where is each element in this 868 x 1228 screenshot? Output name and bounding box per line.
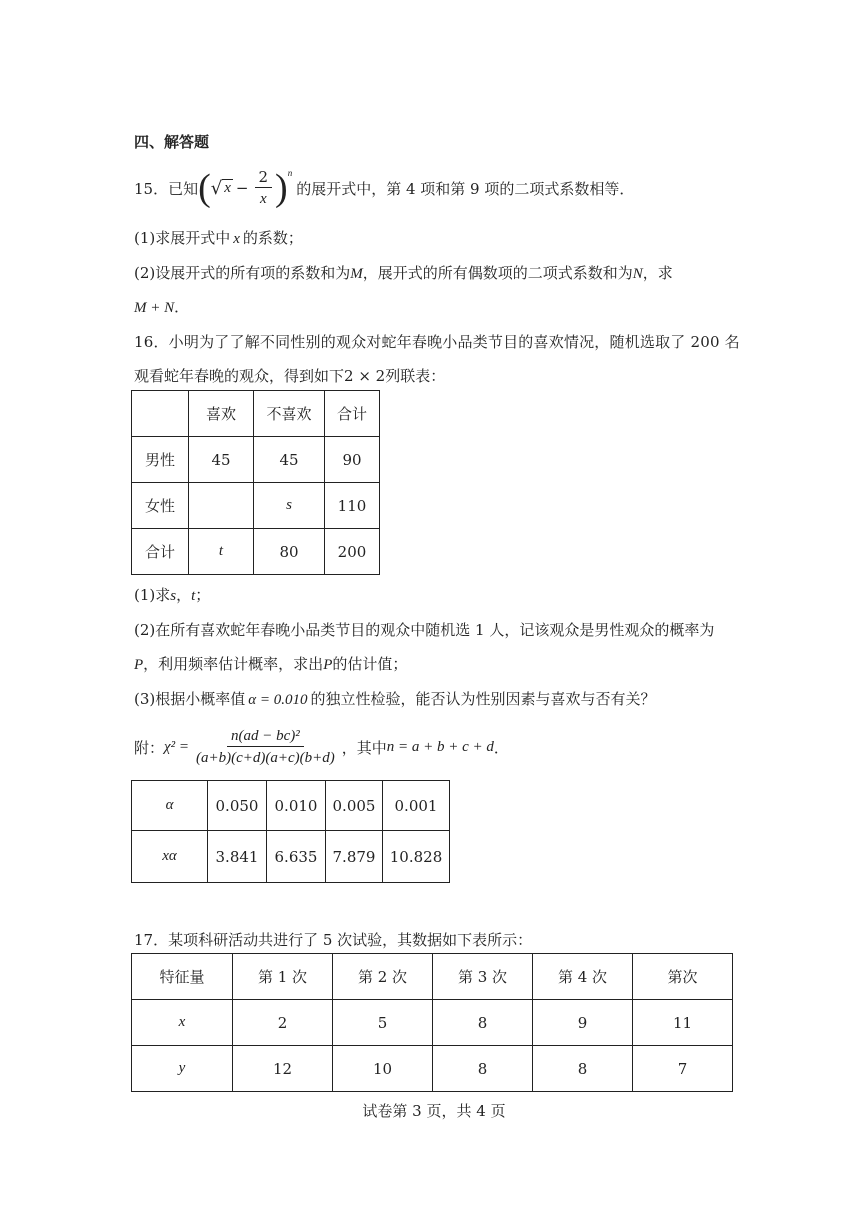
formula-fraction — [192, 726, 339, 769]
formula-numerator: n(ad − bc)² — [227, 726, 304, 747]
table-cell: α — [132, 781, 208, 831]
table-row — [132, 954, 733, 1000]
var-P: P — [323, 657, 333, 673]
minus-sign: − — [235, 179, 249, 197]
q15-fraction — [255, 167, 273, 210]
table-cell: 110 — [325, 483, 380, 529]
table-cell: 10.828 — [383, 831, 450, 883]
table-row — [132, 529, 380, 575]
table-cell: 8 — [533, 1046, 633, 1092]
table-row — [132, 1046, 733, 1092]
q16-part1-end: ； — [195, 586, 211, 604]
table-cell: 45 — [189, 437, 254, 483]
var-s: s — [170, 588, 177, 604]
experiment-table — [131, 953, 733, 1092]
q15-stem — [134, 166, 634, 210]
q15-part1-text: (1)求展开式中 — [134, 229, 231, 247]
q16-line2a: 观看蛇年春晚的观众，得到如下 — [134, 367, 345, 385]
table-cell: 特征量 — [132, 954, 233, 1000]
table-cell: 0.005 — [326, 781, 383, 831]
expr-M-plus-N: M + N — [134, 300, 175, 316]
table-cell: 45 — [254, 437, 325, 483]
q16-line2b: 列联表： — [385, 367, 446, 385]
table-cell — [189, 483, 254, 529]
table-cell: y — [132, 1046, 233, 1092]
q16-part2-text: ，利用频率估计概率，求出 — [143, 655, 324, 673]
q16-part2-line1: (2)在所有喜欢蛇年春晚小品类节目的观众中随机选 1 人，记该观众是男性观众的概率为 — [134, 621, 715, 639]
table-cell: 200 — [325, 529, 380, 575]
section-title: 四、解答题 — [134, 133, 210, 151]
table-row — [132, 781, 450, 831]
table-row — [132, 391, 380, 437]
contingency-table — [131, 390, 380, 575]
table-cell: 女性 — [132, 483, 189, 529]
var-P: P — [134, 657, 144, 673]
page-footer: 试卷第 3 页，共 4 页 — [362, 1102, 506, 1120]
q16-part2-line2 — [134, 653, 407, 674]
q15-part2-mid: ，展开式的所有偶数项的二项式系数和为 — [362, 264, 633, 282]
right-paren: ) — [275, 167, 288, 209]
critical-value-table — [131, 780, 450, 883]
sqrt-radicand: x — [224, 180, 231, 196]
table-cell: t — [189, 529, 254, 575]
table-row — [132, 437, 380, 483]
table-cell: 6.635 — [267, 831, 326, 883]
table-cell: 第 4 次 — [533, 954, 633, 1000]
q15-part1 — [134, 227, 303, 248]
var-t: t — [191, 588, 196, 604]
table-cell: 10 — [333, 1046, 433, 1092]
table-cell: 喜欢 — [189, 391, 254, 437]
table-cell: 0.001 — [383, 781, 450, 831]
table-row — [132, 831, 450, 883]
period: ． — [493, 738, 509, 757]
table-cell: 合计 — [325, 391, 380, 437]
table-cell: 8 — [433, 1046, 533, 1092]
table-cell: 80 — [254, 529, 325, 575]
q16-table-size: 2 × 2 — [344, 367, 386, 385]
table-cell: 合计 — [132, 529, 189, 575]
table-cell: 7.879 — [326, 831, 383, 883]
table-row — [132, 483, 380, 529]
fraction-numerator: 2 — [255, 167, 273, 188]
formula-lhs: χ² = — [164, 738, 189, 755]
table-cell: s — [254, 483, 325, 529]
var-x: x — [233, 231, 240, 247]
formula-denominator: (a+b)(c+d)(a+c)(b+d) — [195, 749, 335, 766]
q15-rest: 的展开式中，第 4 项和第 9 项的二项式系数相等． — [296, 179, 635, 198]
q16-part3 — [134, 688, 656, 709]
q15-part2-cont — [134, 296, 189, 317]
q17-line1: 17．某项科研活动共进行了 5 次试验，其数据如下表所示： — [134, 931, 533, 949]
sqrt-expression — [211, 178, 233, 199]
chi-square-formula — [134, 722, 509, 772]
table-cell: 0.050 — [208, 781, 267, 831]
table-cell: x — [132, 1000, 233, 1046]
q16-part1-text: (1)求 — [134, 586, 171, 604]
q16-line2 — [134, 365, 445, 386]
q16-part1 — [134, 584, 210, 605]
table-cell: 7 — [633, 1046, 733, 1092]
table-cell: 8 — [433, 1000, 533, 1046]
q15-number: 15． — [134, 179, 169, 198]
table-cell: 2 — [233, 1000, 333, 1046]
table-row — [132, 1000, 733, 1046]
q15-part2-end: ，求 — [642, 264, 673, 282]
table-cell: 11 — [633, 1000, 733, 1046]
q15-part2 — [134, 262, 673, 283]
alpha-value: α = 0.010 — [248, 692, 308, 708]
table-cell: 不喜欢 — [254, 391, 325, 437]
sqrt-symbol: √ — [210, 177, 223, 199]
var-M: M — [350, 266, 363, 282]
table-cell: 90 — [325, 437, 380, 483]
table-cell: 第 3 次 — [433, 954, 533, 1000]
formula-n: n = a + b + c + d — [386, 738, 494, 755]
period: ． — [174, 298, 190, 316]
table-cell — [132, 391, 189, 437]
table-cell: 12 — [233, 1046, 333, 1092]
table-cell: 第次 — [633, 954, 733, 1000]
table-cell: 9 — [533, 1000, 633, 1046]
table-cell: 第 1 次 — [233, 954, 333, 1000]
fraction-denominator: x — [259, 190, 267, 207]
exponent-n: n — [287, 168, 293, 178]
table-cell: xα — [132, 831, 208, 883]
q16-part3-end: 的独立性检验，能否认为性别因素与喜欢与否有关？ — [310, 690, 656, 708]
table-cell: 第 2 次 — [333, 954, 433, 1000]
table-cell: 男性 — [132, 437, 189, 483]
q16-part3-text: (3)根据小概率值 — [134, 690, 246, 708]
var-N: N — [632, 266, 643, 282]
q15-part2-text: (2)设展开式的所有项的系数和为 — [134, 264, 351, 282]
q15-lead: 已知 — [168, 179, 199, 198]
q16-line1: 16．小明为了了解不同性别的观众对蛇年春晚小品类节目的喜欢情况，随机选取了 200 名 — [134, 333, 740, 351]
separator: ， — [176, 586, 192, 604]
q16-part2-end: 的估计值； — [332, 655, 408, 673]
left-paren: ( — [198, 167, 211, 209]
formula-mid: ，其中 — [341, 738, 387, 757]
table-cell: 5 — [333, 1000, 433, 1046]
q15-part1-end: 的系数； — [242, 229, 303, 247]
table-cell: 0.010 — [267, 781, 326, 831]
formula-prefix: 附： — [134, 738, 165, 757]
table-cell: 3.841 — [208, 831, 267, 883]
